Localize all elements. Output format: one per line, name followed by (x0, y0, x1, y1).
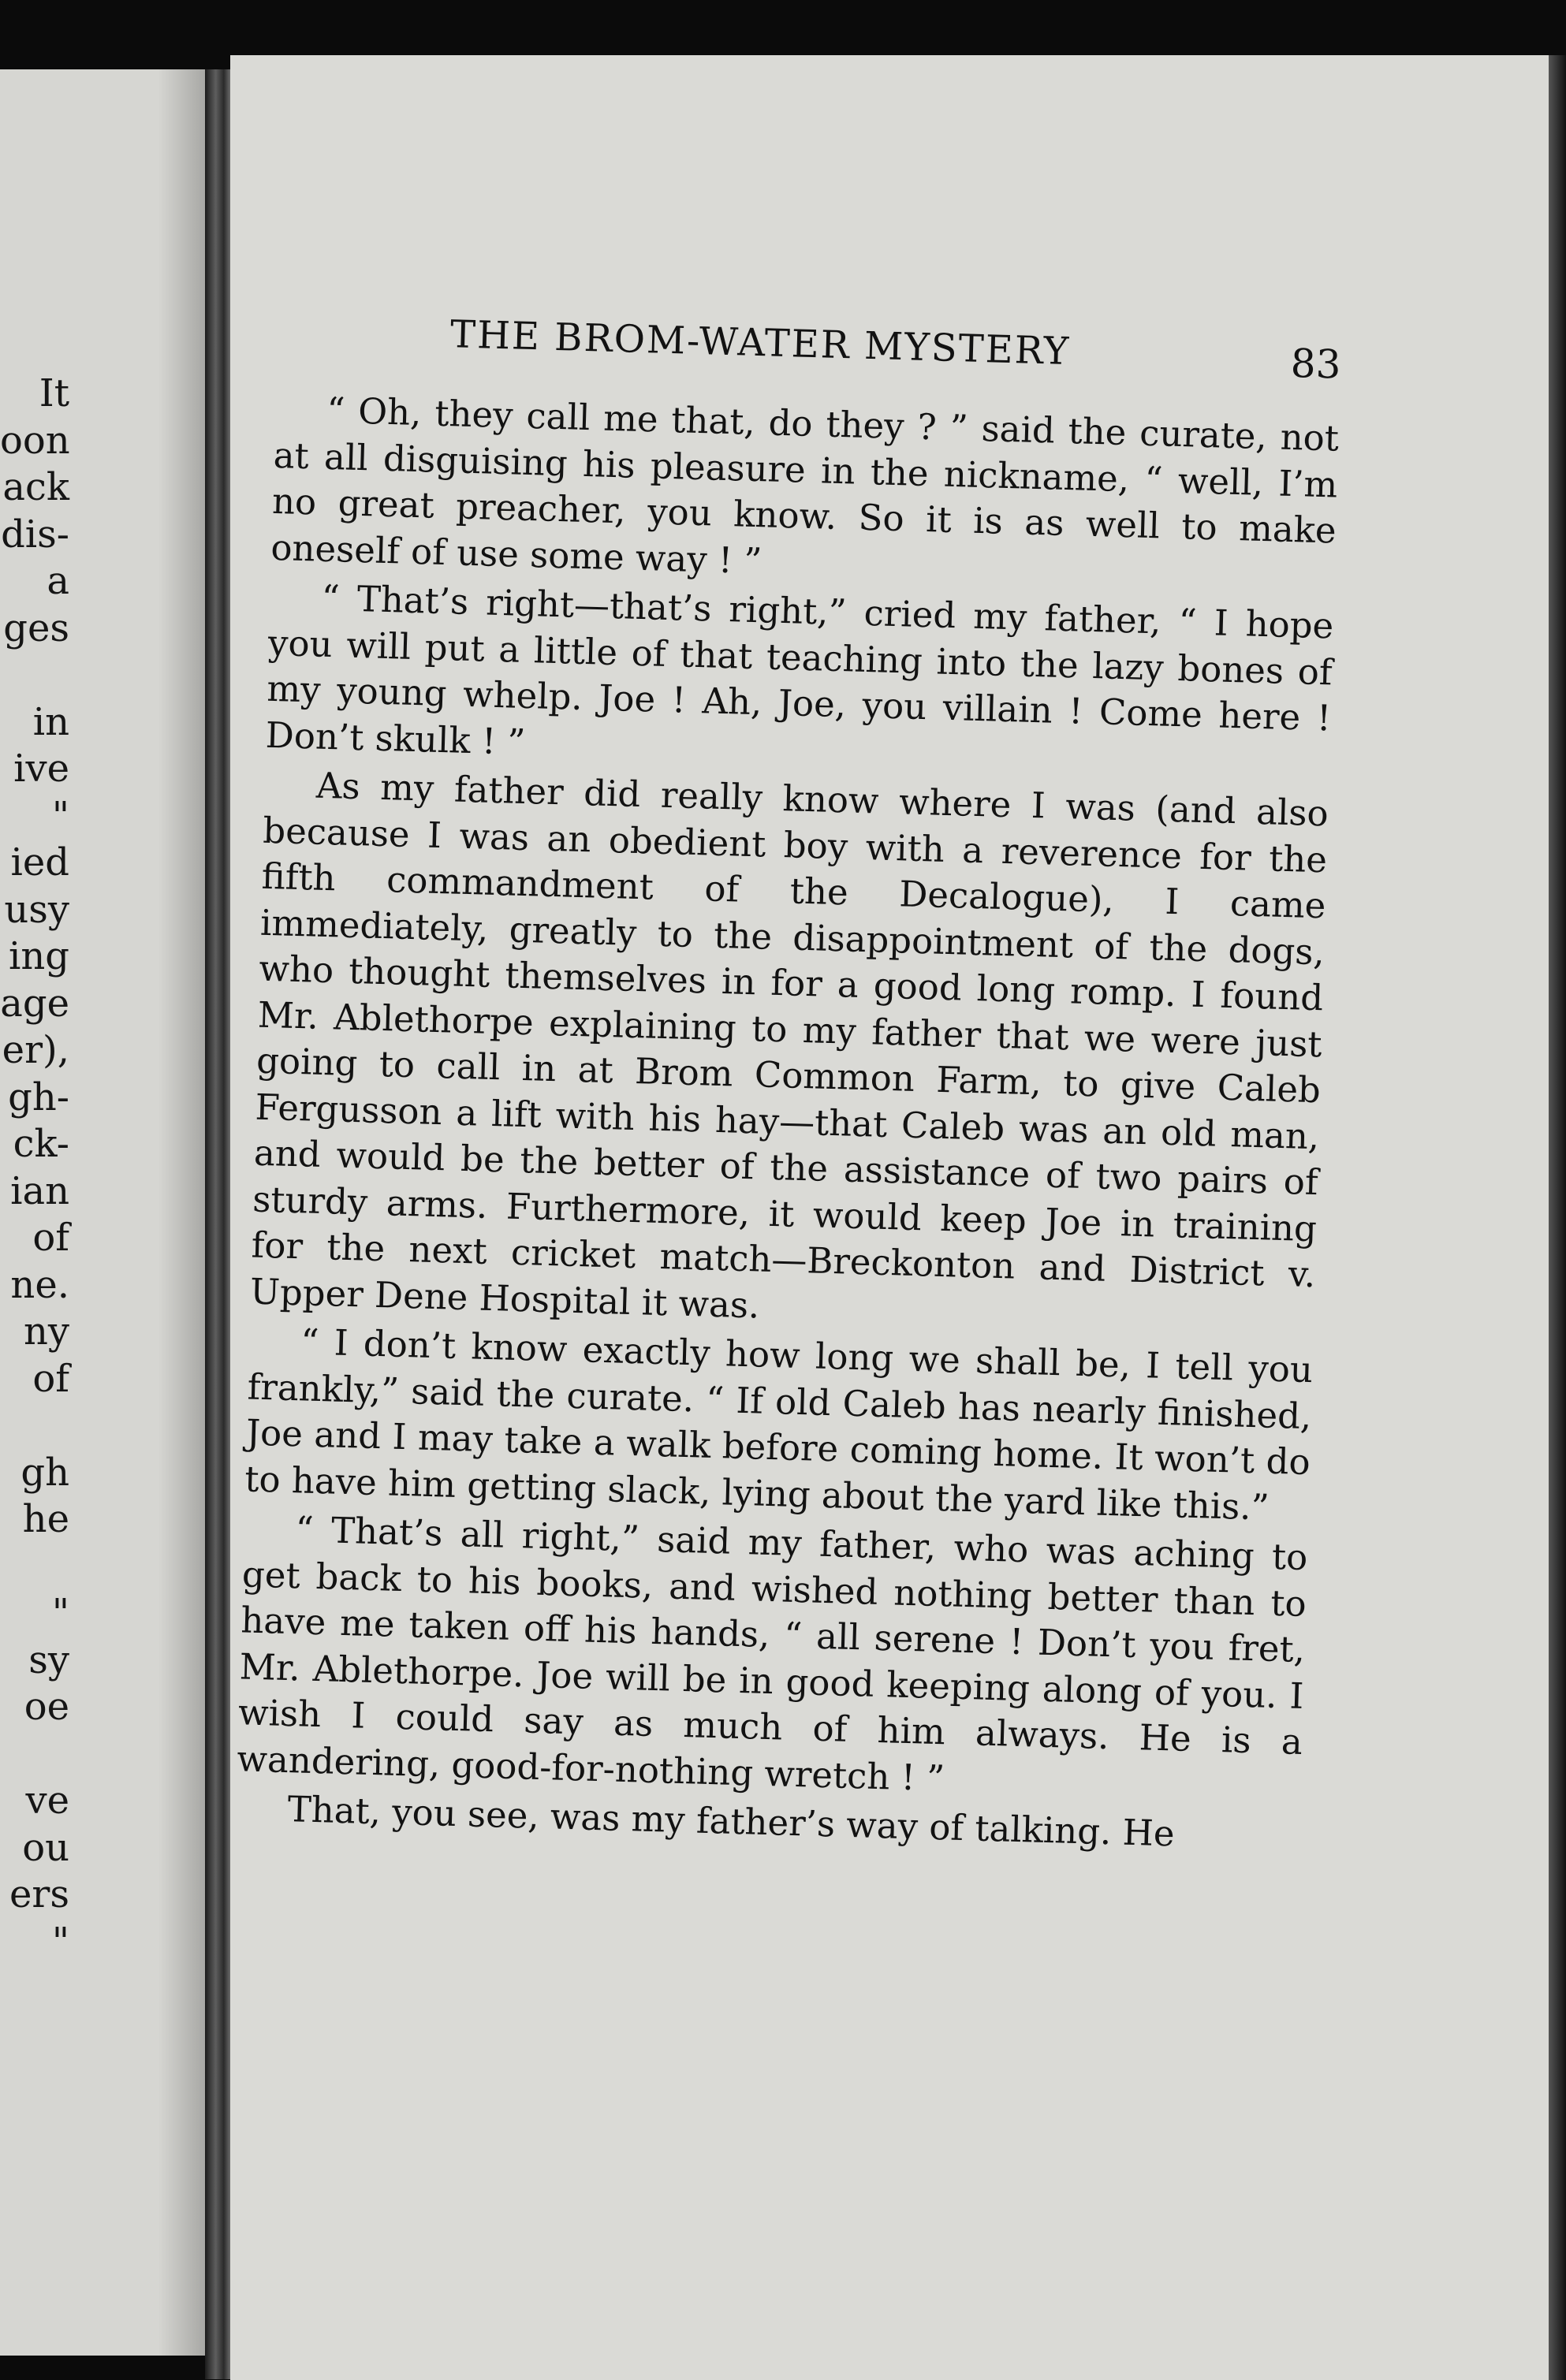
previous-page-line-end: of (32, 1356, 69, 1401)
book-page (230, 55, 1549, 2380)
previous-page-line-end: in (32, 699, 69, 744)
previous-page-line-end: ny (23, 1309, 69, 1354)
previous-page-line-end: " (51, 1591, 69, 1635)
previous-page-line-end (0, 1544, 69, 1591)
paragraph: That, you see, was my father’s way of talking. He (287, 1788, 1176, 1855)
paragraph: “ I don’t know exactly how long we shall be, I tell you frankly,” said the curate. “ If old Caleb has nearly finished, Joe and I may take a walk before coming home. It won’t do to have him getting slack, lying about the yard like this.” (244, 1320, 1314, 1529)
previous-page-line-end: of (32, 1216, 69, 1260)
page-edge-shadow (1549, 55, 1566, 2380)
previous-page-line-end: It (39, 371, 69, 415)
paragraph: “ Oh, they call me that, do they ? ” said the curate, not at all disguising his pleasure in the nickname, “ well, I’m no great preacher, you know. So it is as well to make oneself of use some way ! ” (270, 389, 1340, 582)
paragraph: As my father did really know where I was (and also because I was an obedient boy with a reverence for the fifth commandment of the Decalogue), I came immediately, greatly to the disappointment of the dogs, who thought themselves in for a good long romp. I found Mr. Ablethorpe explaining to my father that we were just going to call in at Brom Common Farm, to give Caleb Fergusson a lift with his hay—that Caleb was an old man, and would be the better of the assistance of two pairs of sturdy arms. Furthermore, it would keep Joe in training for the next cricket match—Breckonton and District v. Upper Dene Hospital it was. (249, 764, 1329, 1327)
previous-page-line-end: er), (2, 1028, 69, 1072)
previous-page-line-end: ou (22, 1825, 69, 1870)
previous-page-line-end: gh- (8, 1075, 69, 1119)
previous-page-line-end: ian (10, 1168, 69, 1213)
previous-page-line-ends (0, 371, 69, 1965)
paragraph: “ That’s right—that’s right,” cried my father, “ I hope you will put a little of that teaching into the lazy bones of my young whelp. Joe ! Ah, Joe, you villain ! Come here ! Don’t skulk ! ” (265, 576, 1334, 763)
previous-page-line-end: ne. (10, 1262, 69, 1307)
previous-page-line-end: ck- (13, 1122, 69, 1166)
page-text-block (235, 307, 1341, 1860)
previous-page-line-end: ing (9, 934, 69, 978)
previous-page-line-end: sy (28, 1637, 69, 1682)
previous-page-line-end: dis- (1, 512, 69, 557)
previous-page-line-end: ive (13, 747, 69, 791)
page-number: 83 (1290, 340, 1342, 388)
paragraph: “ That’s all right,” said my father, who was aching to get back to his books, and wished nothing better than to have me taken off his hands, “ all serene ! Don’t you fret, Mr. Ablethorpe. Joe will be in good keeping along of you. I wish I could say as much of him always. He is a wandering, good-for-nothing wretch ! ” (236, 1508, 1308, 1799)
previous-page-line-end: oe (24, 1685, 69, 1729)
previous-page-fragment (0, 69, 211, 2356)
previous-page-line-end (0, 1402, 69, 1450)
previous-page-line-end: gh (21, 1450, 69, 1495)
previous-page-line-end: ges (3, 605, 69, 650)
previous-page-line-end: ve (25, 1778, 69, 1823)
page-curl-shadow (158, 69, 211, 2356)
previous-page-line-end: ack (2, 465, 69, 509)
previous-page-line-end: usy (4, 887, 69, 932)
previous-page-line-end: " (51, 1919, 69, 1964)
previous-page-line-end: ers (9, 1872, 69, 1916)
book-gutter (205, 69, 232, 2379)
previous-page-line-end (0, 1731, 69, 1778)
previous-page-line-end: age (0, 981, 69, 1026)
running-title: THE BROM-WATER MYSTERY (449, 312, 1071, 374)
previous-page-line-end: " (51, 793, 69, 838)
previous-page-line-end: ied (10, 840, 69, 885)
previous-page-line-end: a (47, 559, 69, 603)
previous-page-line-end (0, 652, 69, 699)
previous-page-line-end: he (22, 1497, 69, 1541)
previous-page-line-end: oon (0, 418, 70, 463)
